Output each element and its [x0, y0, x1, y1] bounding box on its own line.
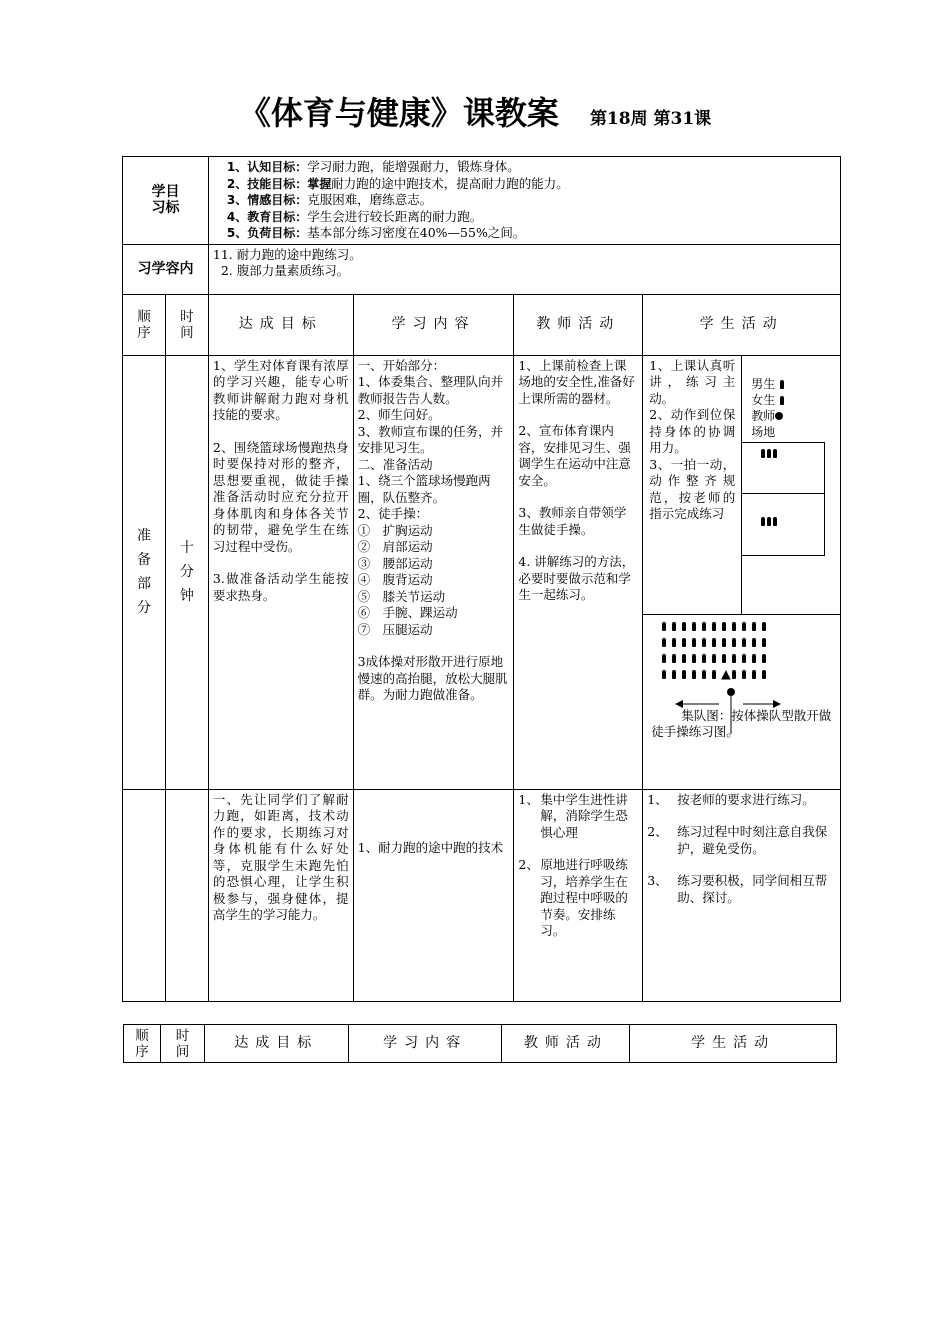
- goal-item: 5、负荷目标：基本部分练习密度在40%—55%之间。: [226, 225, 526, 240]
- prep-student: 1、上课认真听讲，练习主动。 2、动作到位保持身体的协调用力。 3、一拍一动，动作整齐规范，按老师的指示完成练习 男生 女生 教师 场地 ▲ 集队图：按体操队型散开做徒手操练习图。: [643, 355, 841, 789]
- goal-item: 1、认知目标：学习耐力跑，能增强耐力，锻炼身体。: [226, 159, 520, 174]
- male-person-icon: [780, 380, 784, 389]
- header-order: 顺序: [123, 294, 166, 355]
- prep-teacher: 1、上课前检查上课场地的安全性,准备好上课所需的器材。 2、宣布体育课内容，安排见习生、强调学生在运动中注意安全。 3、教师亲自带领学生做徒手操。 4. 讲解练习的方法，必要时要做示范和学生一起练习。: [514, 355, 643, 789]
- basic-goals: 一、先让同学们了解耐力跑，如距离，技术动作的要求，长期练习对身体机能有什么好处等，克服学生未跑先怕的恐惧心理，让学生积极参与，强身健体，提高学生的学习能力。: [208, 789, 353, 1001]
- goals-label: 学目 习标: [123, 157, 209, 245]
- document-title: [0, 88, 950, 134]
- header-study: 学习内容: [353, 294, 514, 355]
- header2-teacher: 教师活动: [502, 1025, 630, 1063]
- prep-section-label: 准 备 部 分: [123, 355, 166, 789]
- basic-student: 1、 按老师的要求进行练习。 2、 练习过程中时刻注意自我保护，避免受伤。 3、 练习要积极，同学间相互帮助、探讨。: [643, 789, 841, 1001]
- week-lesson-number: 第18周 第31课: [589, 109, 712, 129]
- header2-goal: 达成目标: [204, 1025, 348, 1063]
- diagram-legend: 男生 女生 教师 场地: [751, 376, 785, 440]
- basic-teacher: 1、 集中学生进性讲解，消除学生恐惧心理 2、 原地进行呼吸练习，培养学生在跑过程中呼吸的节奏。安排练习。: [514, 789, 643, 1001]
- field-diagram: [741, 442, 825, 556]
- formation-diagram: ▲: [661, 618, 781, 743]
- female-person-icon: [780, 396, 784, 405]
- teacher-dot-icon: [775, 412, 783, 420]
- header-student: 学生活动: [643, 294, 841, 355]
- basic-study: 1、耐力跑的途中跑的技术: [353, 789, 514, 1001]
- lesson-plan-table: [122, 156, 841, 1002]
- lesson-plan-table-2: [123, 1024, 837, 1063]
- header2-order: 顺序: [124, 1025, 161, 1063]
- lesson-title: 《体育与健康》课教案: [238, 94, 559, 132]
- header2-study: 学习内容: [348, 1025, 502, 1063]
- goal-item: 4、教育目标：学生会进行较长距离的耐力跑。: [226, 208, 483, 224]
- basic-time: [165, 789, 208, 1001]
- formation-caption: 集队图：按体操队型散开做徒手操练习图。: [651, 707, 832, 739]
- header2-student: 学生活动: [630, 1025, 837, 1063]
- header-goal: 达成目标: [208, 294, 353, 355]
- goal-item: 3、情感目标：克服困难，磨练意志。: [226, 192, 433, 207]
- header-time: 时间: [165, 294, 208, 355]
- goal-item: 2、技能目标：掌握耐力跑的途中跑技术，提高耐力跑的能力。: [226, 175, 569, 191]
- content-label: 习学容内: [123, 244, 209, 294]
- basic-section-label: [123, 789, 166, 1001]
- header-teacher: 教师活动: [514, 294, 643, 355]
- prep-time: 十 分 钟: [165, 355, 208, 789]
- content-list: 11. 耐力跑的途中跑练习。 2. 腹部力量素质练习。: [208, 244, 840, 294]
- prep-study: 一、开始部分： 1、体委集合、整理队向并教师报告告人数。 2、师生问好。 3、教师宣布课的任务，并安排见习生。 二、准备活动 1、绕三个篮球场慢跑两圈，队伍整齐。 2、徒手操： ① 扩胸运动 ② 肩部运动 ③ 腰部运动 ④ 腹背运动 ⑤ 膝关节运动 ⑥ 手腕、踝运动 ⑦ 压腿运动 3成体操对形散开进行原地慢速的高抬腿，放松大腿肌群。为耐力跑做准备。: [353, 355, 514, 789]
- goals-list: [208, 157, 840, 245]
- header2-time: 时间: [160, 1025, 204, 1063]
- prep-goals: 1、学生对体育课有浓厚的学习兴趣，能专心听教师讲解耐力跑对身机技能的要求。 2、围绕篮球场慢跑热身时要保持对形的整齐，思想要重视，做徒手操准备活动时应充分拉开身体肌肉和身体各关节的韧带，避免学生在练习过程中受伤。 3.做准备活动学生能按要求热身。: [208, 355, 353, 789]
